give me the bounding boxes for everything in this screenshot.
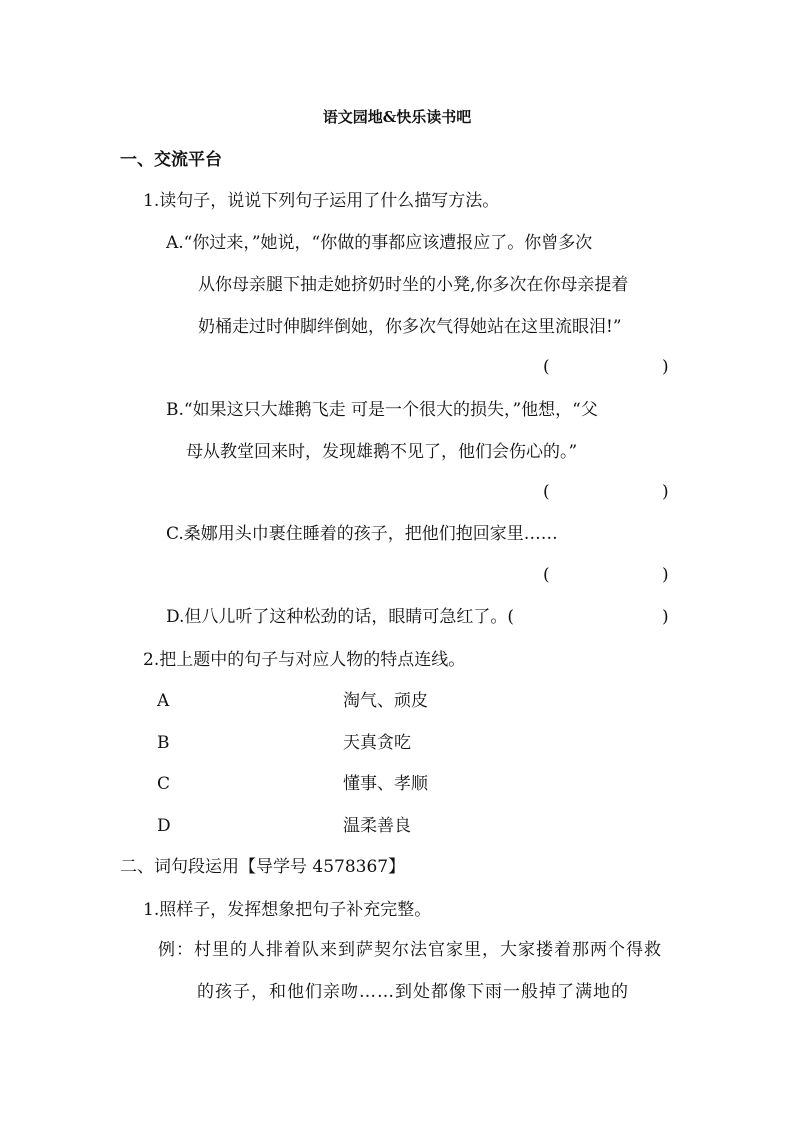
question-1-prompt: 1.读句子，说说下列句子运用了什么描写方法。 bbox=[143, 191, 500, 211]
answer-blank-b-open: ( bbox=[543, 482, 550, 502]
question-2-1-prompt: 1.照样子，发挥想象把句子补充完整。 bbox=[143, 900, 432, 920]
answer-blank-a-open: ( bbox=[543, 357, 550, 377]
sentence-a-line-2: 从你母亲腿下抽走她挤奶时坐的小凳,你多次在你母亲提着 bbox=[198, 275, 629, 295]
section-heading-2: 二、词句段运用【导学号 4578367】 bbox=[120, 857, 406, 877]
page-title: 语文园地&快乐读书吧 bbox=[322, 108, 472, 126]
match-letter-a: A bbox=[157, 691, 170, 711]
answer-blank-c-open: ( bbox=[543, 565, 550, 585]
match-letter-b: B bbox=[157, 733, 170, 753]
sentence-b-line-2: 母从教堂回来时，发现雄鹅不见了，他们会伤心的。” bbox=[186, 442, 578, 462]
sentence-d-line-1: D.但八儿听了这种松劲的话，眼睛可急红了。( bbox=[166, 607, 515, 627]
answer-blank-d-close: ) bbox=[662, 607, 669, 627]
answer-blank-c-close: ) bbox=[662, 565, 669, 585]
match-trait-3: 懂事、孝顺 bbox=[343, 774, 428, 794]
answer-blank-b-close: ) bbox=[662, 482, 669, 502]
example-line-1: 例：村里的人排着队来到萨契尔法官家里，大家搂着那两个得救 bbox=[158, 940, 662, 960]
match-letter-d: D bbox=[157, 816, 171, 836]
match-letter-c: C bbox=[157, 774, 171, 794]
answer-blank-a-close: ) bbox=[662, 357, 669, 377]
example-line-2: 的孩子，和他们亲吻……到处都像下雨一般掉了满地的 bbox=[197, 982, 629, 1002]
section-heading-1: 一、交流平台 bbox=[120, 150, 222, 170]
question-2-prompt: 2.把上题中的句子与对应人物的特点连线。 bbox=[143, 650, 466, 670]
match-trait-2: 天真贪吃 bbox=[343, 733, 411, 753]
match-trait-4: 温柔善良 bbox=[343, 816, 411, 836]
sentence-c-line-1: C.桑娜用头巾裹住睡着的孩子，把他们抱回家里…… bbox=[166, 524, 558, 544]
sentence-a-line-1: A.“你过来，”她说，“你做的事都应该遭报应了。你曾多次 bbox=[166, 233, 593, 253]
match-trait-1: 淘气、顽皮 bbox=[343, 691, 428, 711]
sentence-a-line-3: 奶桶走过时伸脚绊倒她，你多次气得她站在这里流眼泪!” bbox=[198, 317, 622, 337]
sentence-b-line-1: B.“如果这只大雄鹅飞走 可是一个很大的损失，”他想，“父 bbox=[166, 400, 598, 420]
